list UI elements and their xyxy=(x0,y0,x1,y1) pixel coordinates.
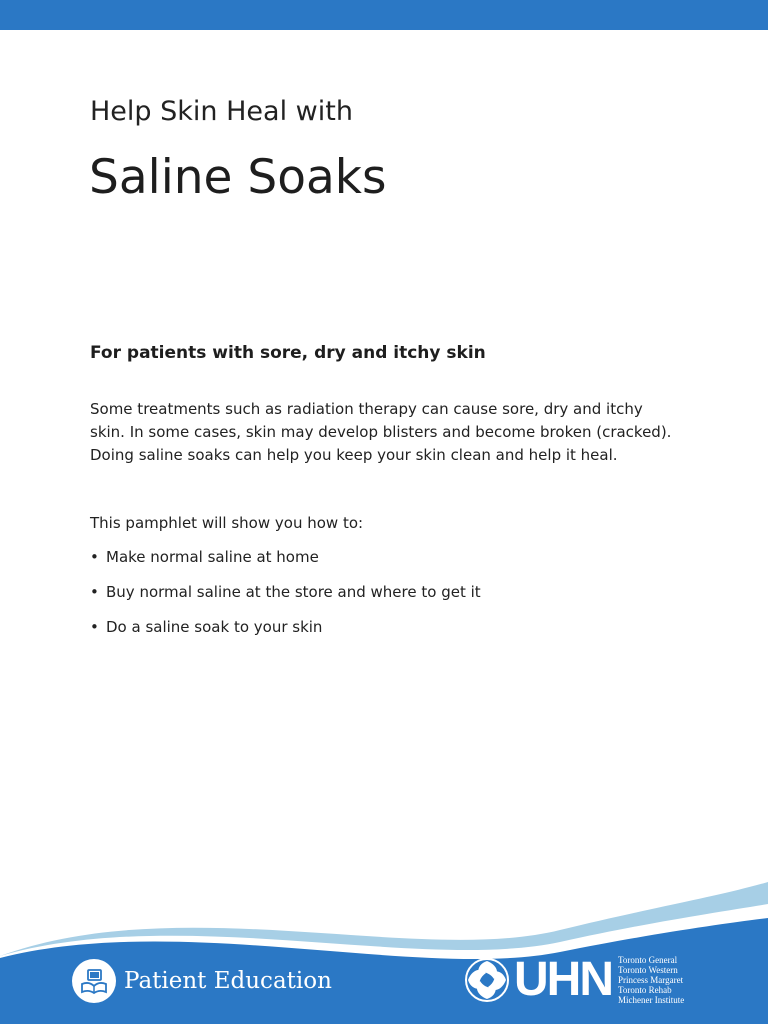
bullet-list xyxy=(90,548,481,653)
site-name: Princess Margaret xyxy=(618,975,684,985)
site-name: Toronto Western xyxy=(618,965,678,975)
uhn-swirl-icon xyxy=(464,957,510,1003)
list-item xyxy=(90,548,481,583)
patient-education-badge xyxy=(72,958,332,1004)
intro-line: skin. In some cases, skin may develop blisters and become broken (cracked). xyxy=(90,423,672,441)
site-name: Michener Institute xyxy=(618,995,685,1005)
site-name: Toronto Rehab xyxy=(618,985,672,995)
site-name: Toronto General xyxy=(618,955,678,965)
intro-paragraph xyxy=(90,398,690,467)
patient-education-label: Patient Education xyxy=(124,968,332,994)
pre-title: Help Skin Heal with xyxy=(90,96,353,127)
intro-line: Some treatments such as radiation therapy can cause sore, dry and itchy xyxy=(90,400,643,418)
lead-in-text: This pamphlet will show you how to: xyxy=(90,514,364,532)
list-item-text: Buy normal saline at the store and where to get it xyxy=(106,583,481,601)
list-item xyxy=(90,583,481,618)
bullet-marker: • xyxy=(90,548,99,566)
bullet-marker: • xyxy=(90,618,99,636)
list-item-text: Do a saline soak to your skin xyxy=(106,618,323,636)
top-header-bar xyxy=(0,0,768,30)
bullet-marker: • xyxy=(90,583,99,601)
hospital-sites-list xyxy=(618,955,684,1005)
list-item-text: Make normal saline at home xyxy=(106,548,319,566)
intro-line: Doing saline soaks can help you keep your skin clean and help it heal. xyxy=(90,446,618,464)
uhn-logo xyxy=(464,952,684,1008)
computer-book-icon xyxy=(72,959,116,1003)
document-title: Saline Soaks xyxy=(89,150,387,205)
list-item xyxy=(90,618,481,653)
uhn-wordmark: UHN xyxy=(514,953,612,1006)
section-heading: For patients with sore, dry and itchy skin xyxy=(90,343,486,363)
footer xyxy=(0,860,768,1024)
